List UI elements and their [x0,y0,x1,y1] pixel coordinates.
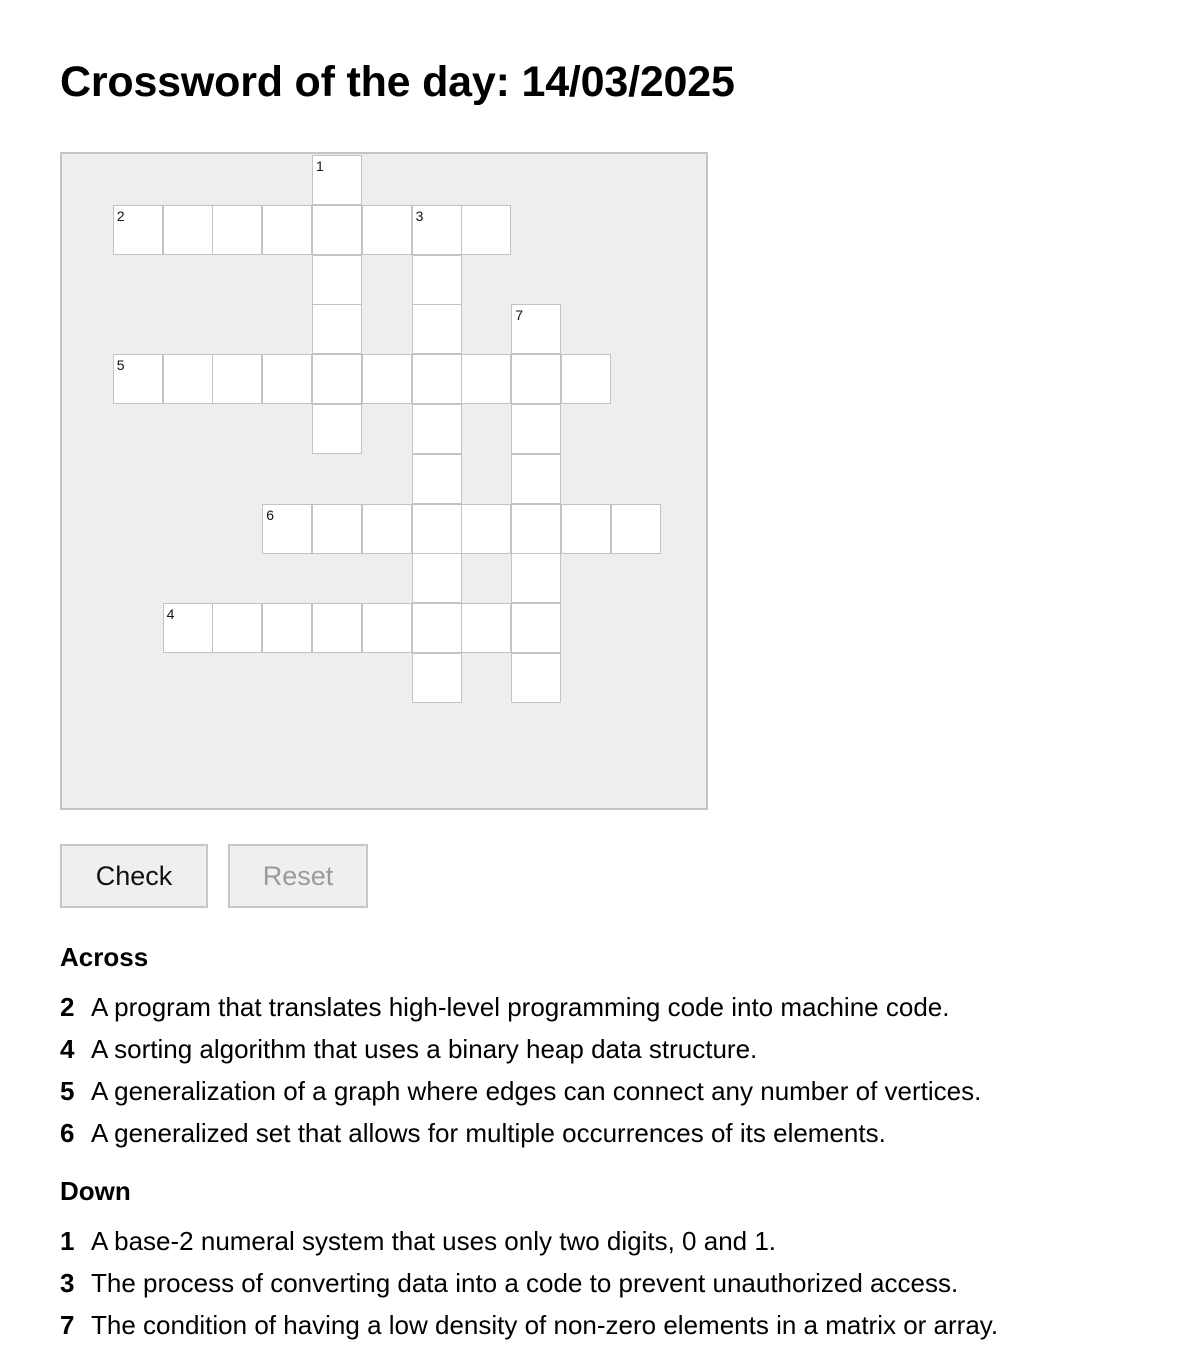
cell-letter-input[interactable] [413,206,461,254]
clue-item [60,992,981,1034]
grid-cell[interactable] [163,354,213,404]
clue-number: 7 [60,1310,75,1340]
cell-letter-input[interactable] [213,355,261,403]
clue-number: 6 [60,1118,75,1148]
clue-text: A generalization of a graph where edges can connect any number of vertices. [91,1076,982,1106]
grid-cell[interactable] [312,354,362,404]
grid-cell[interactable] [412,205,462,255]
clue-item [60,1034,981,1076]
grid-cell[interactable] [511,603,561,653]
grid-cell[interactable] [511,504,561,554]
clue-number-label: 2 [116,207,125,224]
grid-cell[interactable] [212,354,262,404]
clue-text: The process of converting data into a code to prevent unauthorized access. [91,1268,959,1298]
cell-letter-input[interactable] [462,355,510,403]
cell-letter-input[interactable] [363,355,411,403]
grid-cell[interactable] [561,354,611,404]
cell-letter-input[interactable] [164,355,212,403]
cell-letter-input[interactable] [413,405,461,453]
grid-cell[interactable] [262,504,312,554]
cell-letter-input[interactable] [562,355,610,403]
cell-letter-input[interactable] [313,256,361,304]
grid-cell[interactable] [511,354,561,404]
cell-letter-input[interactable] [263,604,311,652]
grid-cell[interactable] [412,653,462,703]
clue-number-label: 5 [116,357,125,374]
grid-cell[interactable] [312,404,362,454]
grid-cell[interactable] [362,205,412,255]
cell-letter-input[interactable] [313,156,361,204]
clue-text: A sorting algorithm that uses a binary heap data structure. [91,1034,758,1064]
grid-cell[interactable] [362,354,412,404]
grid-cell[interactable] [262,603,312,653]
grid-cell[interactable] [412,304,462,354]
clue-text: A generalized set that allows for multiple occurrences of its elements. [91,1118,886,1148]
cell-letter-input[interactable] [512,604,560,652]
cell-letter-input[interactable] [413,604,461,652]
grid-cell[interactable] [163,205,213,255]
clue-item [60,1076,981,1118]
grid-cell[interactable] [212,205,262,255]
clue-number: 1 [60,1226,75,1256]
grid-cell[interactable] [163,603,213,653]
down-clue-list [60,1226,998,1352]
clue-number-label: 6 [266,506,274,523]
clue-number: 5 [60,1076,75,1106]
clue-number-label: 4 [166,606,175,623]
clue-text: A program that translates high-level programming code into machine code. [91,992,950,1022]
grid-cell[interactable] [113,354,163,404]
reset-button[interactable]: Reset [228,844,368,908]
clue-number-label: 3 [415,207,424,224]
cell-letter-input[interactable] [512,305,560,353]
grid-cell[interactable] [312,205,362,255]
clue-item [60,1268,998,1310]
cell-letter-input[interactable] [413,455,461,503]
cell-letter-input[interactable] [462,604,510,652]
check-button[interactable]: Check [60,844,208,908]
cell-letter-input[interactable] [114,355,162,403]
cell-letter-input[interactable] [413,256,461,304]
grid-cell[interactable] [511,454,561,504]
cell-letter-input[interactable] [263,505,311,553]
grid-cell[interactable] [312,603,362,653]
grid-cell[interactable] [412,255,462,305]
grid-cell[interactable] [511,653,561,703]
grid-cell[interactable] [461,603,511,653]
cell-letter-input[interactable] [612,505,660,553]
cell-letter-input[interactable] [363,604,411,652]
grid-cell[interactable] [412,454,462,504]
cell-letter-input[interactable] [363,505,411,553]
cell-letter-input[interactable] [164,206,212,254]
cell-letter-input[interactable] [363,206,411,254]
across-heading: Across [60,942,149,972]
grid-cell[interactable] [312,504,362,554]
grid-cell[interactable] [412,404,462,454]
down-heading: Down [60,1176,131,1206]
clue-number: 3 [60,1268,75,1298]
grid-cell[interactable] [511,553,561,603]
clue-number-label: 1 [316,158,324,174]
cell-letter-input[interactable] [462,206,510,254]
page-title: Crossword of the day: 14/03/2025 [60,58,735,106]
cell-letter-input[interactable] [263,355,311,403]
grid-cell[interactable] [461,504,511,554]
cell-letter-input[interactable] [512,455,560,503]
cell-letter-input[interactable] [313,206,361,254]
grid-cell[interactable] [412,354,462,404]
grid-cell[interactable] [611,504,661,554]
crossword-grid [60,152,708,810]
across-clue-list [60,992,981,1160]
cell-letter-input[interactable] [512,505,560,553]
cell-letter-input[interactable] [413,355,461,403]
grid-cell[interactable] [312,304,362,354]
cell-letter-input[interactable] [114,206,162,254]
grid-cell[interactable] [362,603,412,653]
grid-cell[interactable] [412,603,462,653]
cell-letter-input[interactable] [512,654,560,702]
cell-letter-input[interactable] [462,505,510,553]
cell-letter-input[interactable] [313,305,361,353]
cell-letter-input[interactable] [213,604,261,652]
cell-letter-input[interactable] [512,554,560,602]
grid-cell[interactable] [412,553,462,603]
clue-number-label: 7 [515,307,523,324]
grid-cell[interactable] [461,354,511,404]
cell-letter-input[interactable] [313,405,361,453]
cell-letter-input[interactable] [313,505,361,553]
grid-cell[interactable] [212,603,262,653]
cell-letter-input[interactable] [562,505,610,553]
cell-letter-input[interactable] [413,305,461,353]
grid-cell[interactable] [511,404,561,454]
cell-letter-input[interactable] [313,604,361,652]
grid-cell[interactable] [561,504,611,554]
cell-letter-input[interactable] [164,604,212,652]
cell-letter-input[interactable] [313,355,361,403]
cell-letter-input[interactable] [512,405,560,453]
clue-text: The condition of having a low density of non-zero elements in a matrix or array. [91,1310,999,1340]
grid-cell[interactable] [312,255,362,305]
cell-letter-input[interactable] [413,654,461,702]
cell-letter-input[interactable] [512,355,560,403]
clue-number: 4 [60,1034,75,1064]
clue-item [60,1310,998,1352]
grid-cell[interactable] [461,205,511,255]
grid-cell[interactable] [262,205,312,255]
grid-cell[interactable] [312,155,362,205]
cell-letter-input[interactable] [263,206,311,254]
cell-letter-input[interactable] [413,505,461,553]
clue-number: 2 [60,992,75,1022]
grid-cell[interactable] [262,354,312,404]
cell-letter-input[interactable] [413,554,461,602]
grid-cell[interactable] [511,304,561,354]
grid-cell[interactable] [362,504,412,554]
grid-cell[interactable] [412,504,462,554]
clue-text: A base-2 numeral system that uses only two digits, 0 and 1. [91,1226,777,1256]
clue-item [60,1226,998,1268]
grid-cell[interactable] [113,205,163,255]
cell-letter-input[interactable] [213,206,261,254]
clue-item [60,1118,981,1160]
